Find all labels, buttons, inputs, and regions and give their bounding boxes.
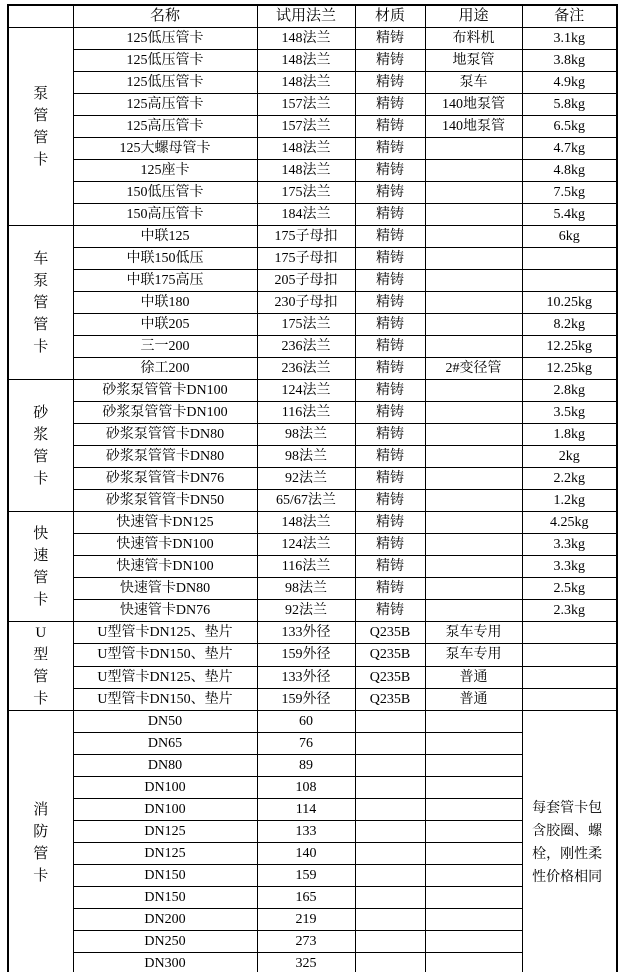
use-cell [425,380,522,402]
remark-cell: 6kg [522,226,617,248]
remark-cell: 12.25kg [522,336,617,358]
table-row [8,270,617,292]
remark-cell: 2.5kg [522,578,617,600]
name-cell: 中联150低压 [73,248,257,270]
use-cell [425,424,522,446]
material-cell [355,953,425,972]
table-row [8,556,617,578]
flange-cell: 159 [257,865,355,887]
material-cell [355,843,425,865]
use-cell: 泵车专用 [425,644,522,666]
table-row [8,94,617,116]
name-cell: DN125 [73,843,257,865]
header-category [8,5,73,28]
use-cell: 泵车 [425,72,522,94]
flange-cell: 108 [257,777,355,799]
material-cell: 精铸 [355,512,425,534]
use-cell [425,799,522,821]
name-cell: 砂浆泵管管卡DN76 [73,468,257,490]
material-cell: 精铸 [355,116,425,138]
use-cell: 泵车专用 [425,622,522,644]
use-cell [425,292,522,314]
table-row [8,534,617,556]
header-flange: 试用法兰 [257,5,355,28]
material-cell: 精铸 [355,292,425,314]
use-cell [425,843,522,865]
header-row [8,5,617,28]
material-cell [355,909,425,931]
use-cell [425,248,522,270]
flange-cell: 148法兰 [257,512,355,534]
name-cell: 125座卡 [73,160,257,182]
name-cell: DN250 [73,931,257,953]
table-row [8,512,617,534]
use-cell [425,865,522,887]
flange-cell: 133外径 [257,666,355,688]
use-cell [425,887,522,909]
flange-cell: 157法兰 [257,116,355,138]
flange-cell: 236法兰 [257,358,355,380]
flange-cell: 175子母扣 [257,226,355,248]
name-cell: 125高压管卡 [73,116,257,138]
name-cell: 125低压管卡 [73,50,257,72]
material-cell: 精铸 [355,446,425,468]
table-row [8,50,617,72]
use-cell [425,556,522,578]
flange-cell: 157法兰 [257,94,355,116]
flange-cell: 116法兰 [257,402,355,424]
header-name: 名称 [73,5,257,28]
material-cell: 精铸 [355,402,425,424]
use-cell [425,182,522,204]
use-cell [425,821,522,843]
remark-cell [522,644,617,666]
remark-cell: 4.8kg [522,160,617,182]
table-row [8,72,617,94]
material-cell: 精铸 [355,578,425,600]
flange-cell: 165 [257,887,355,909]
table-row [8,182,617,204]
remark-cell: 2.3kg [522,600,617,622]
name-cell: 150低压管卡 [73,182,257,204]
remark-cell: 2.2kg [522,468,617,490]
flange-cell: 148法兰 [257,50,355,72]
header-material: 材质 [355,5,425,28]
use-cell: 普通 [425,688,522,710]
remark-cell: 5.4kg [522,204,617,226]
use-cell [425,733,522,755]
remark-cell [522,622,617,644]
table-row [8,116,617,138]
table-row [8,314,617,336]
table-row [8,358,617,380]
remark-cell: 8.2kg [522,314,617,336]
flange-cell: 148法兰 [257,28,355,50]
remark-cell: 4.25kg [522,512,617,534]
material-cell [355,711,425,733]
name-cell: 中联175高压 [73,270,257,292]
name-cell: DN100 [73,799,257,821]
category-cell [8,28,73,226]
table-row [8,666,617,688]
name-cell: DN65 [73,733,257,755]
remark-cell: 3.1kg [522,28,617,50]
name-cell: 砂浆泵管管卡DN100 [73,402,257,424]
name-cell: DN150 [73,865,257,887]
material-cell [355,887,425,909]
name-cell: 125低压管卡 [73,28,257,50]
material-cell: 精铸 [355,468,425,490]
pipe-clamp-spec-table [7,4,618,972]
material-cell: Q235B [355,688,425,710]
name-cell: 砂浆泵管管卡DN80 [73,424,257,446]
flange-cell: 273 [257,931,355,953]
material-cell: 精铸 [355,600,425,622]
remark-cell [522,270,617,292]
material-cell: 精铸 [355,182,425,204]
use-cell [425,138,522,160]
use-cell [425,402,522,424]
material-cell: 精铸 [355,248,425,270]
material-cell [355,755,425,777]
flange-cell: 175子母扣 [257,248,355,270]
table-row [8,490,617,512]
material-cell: 精铸 [355,424,425,446]
use-cell [425,711,522,733]
material-cell: 精铸 [355,314,425,336]
flange-cell: 89 [257,755,355,777]
header-use: 用途 [425,5,522,28]
name-cell: U型管卡DN125、垫片 [73,622,257,644]
table-row [8,292,617,314]
note-text: 每套管卡包含胶圈、螺栓，刚性柔性价格相同 [532,800,603,885]
use-cell [425,931,522,953]
flange-cell: 92法兰 [257,468,355,490]
category-cell [8,512,73,622]
category-label: 砂浆管卡 [33,404,49,487]
material-cell [355,799,425,821]
flange-cell: 124法兰 [257,534,355,556]
material-cell: 精铸 [355,28,425,50]
table-row [8,424,617,446]
table-row [8,380,617,402]
table-row [8,204,617,226]
flange-cell: 175法兰 [257,182,355,204]
flange-cell: 133 [257,821,355,843]
name-cell: DN50 [73,711,257,733]
name-cell: 快速管卡DN125 [73,512,257,534]
material-cell: 精铸 [355,534,425,556]
remark-cell: 3.8kg [522,50,617,72]
remark-cell: 6.5kg [522,116,617,138]
material-cell: 精铸 [355,336,425,358]
material-cell: 精铸 [355,50,425,72]
remark-cell [522,248,617,270]
flange-cell: 65/67法兰 [257,490,355,512]
table-row [8,248,617,270]
flange-cell: 175法兰 [257,314,355,336]
use-cell [425,600,522,622]
note-cell [522,711,617,972]
remark-cell: 2.8kg [522,380,617,402]
flange-cell: 124法兰 [257,380,355,402]
use-cell [425,490,522,512]
name-cell: 快速管卡DN100 [73,556,257,578]
flange-cell: 236法兰 [257,336,355,358]
remark-cell: 12.25kg [522,358,617,380]
table-row [8,578,617,600]
table-row [8,644,617,666]
table-row [8,160,617,182]
use-cell: 普通 [425,666,522,688]
name-cell: 125低压管卡 [73,72,257,94]
table-row [8,402,617,424]
material-cell: Q235B [355,622,425,644]
name-cell: 快速管卡DN100 [73,534,257,556]
name-cell: DN125 [73,821,257,843]
material-cell [355,931,425,953]
flange-cell: 140 [257,843,355,865]
use-cell [425,160,522,182]
category-label: 车泵管管卡 [33,250,49,355]
flange-cell: 159外径 [257,644,355,666]
flange-cell: 98法兰 [257,578,355,600]
flange-cell: 114 [257,799,355,821]
name-cell: 125大螺母管卡 [73,138,257,160]
flange-cell: 148法兰 [257,72,355,94]
name-cell: 砂浆泵管管卡DN100 [73,380,257,402]
category-label: 消防管卡 [33,801,49,884]
flange-cell: 148法兰 [257,138,355,160]
name-cell: 125高压管卡 [73,94,257,116]
material-cell: 精铸 [355,358,425,380]
remark-cell: 4.7kg [522,138,617,160]
use-cell [425,534,522,556]
use-cell: 140地泵管 [425,94,522,116]
name-cell: 中联125 [73,226,257,248]
material-cell: Q235B [355,644,425,666]
name-cell: DN200 [73,909,257,931]
use-cell: 2#变径管 [425,358,522,380]
remark-cell [522,688,617,710]
material-cell [355,777,425,799]
use-cell [425,314,522,336]
table-row [8,446,617,468]
use-cell [425,468,522,490]
material-cell: 精铸 [355,226,425,248]
flange-cell: 219 [257,909,355,931]
use-cell [425,512,522,534]
material-cell: 精铸 [355,160,425,182]
remark-cell: 2kg [522,446,617,468]
use-cell: 地泵管 [425,50,522,72]
flange-cell: 148法兰 [257,160,355,182]
name-cell: 快速管卡DN80 [73,578,257,600]
table-row [8,138,617,160]
name-cell: 中联205 [73,314,257,336]
use-cell [425,755,522,777]
material-cell: 精铸 [355,94,425,116]
flange-cell: 116法兰 [257,556,355,578]
material-cell: 精铸 [355,204,425,226]
use-cell [425,336,522,358]
name-cell: 150高压管卡 [73,204,257,226]
material-cell: 精铸 [355,72,425,94]
remark-cell: 1.2kg [522,490,617,512]
flange-cell: 325 [257,953,355,972]
table-row [8,468,617,490]
name-cell: U型管卡DN150、垫片 [73,644,257,666]
category-cell [8,380,73,512]
material-cell: 精铸 [355,138,425,160]
material-cell [355,733,425,755]
remark-cell: 5.8kg [522,94,617,116]
flange-cell: 92法兰 [257,600,355,622]
remark-cell: 3.3kg [522,556,617,578]
table-row [8,28,617,50]
name-cell: DN80 [73,755,257,777]
table-row [8,622,617,644]
flange-cell: 98法兰 [257,424,355,446]
use-cell [425,578,522,600]
category-label: U型管卡 [33,625,49,707]
name-cell: U型管卡DN125、垫片 [73,666,257,688]
material-cell [355,821,425,843]
use-cell [425,204,522,226]
material-cell: 精铸 [355,380,425,402]
remark-cell [522,666,617,688]
table-row [8,711,617,733]
material-cell: Q235B [355,666,425,688]
name-cell: DN300 [73,953,257,972]
name-cell: 砂浆泵管管卡DN80 [73,446,257,468]
flange-cell: 76 [257,733,355,755]
name-cell: 快速管卡DN76 [73,600,257,622]
header-remark: 备注 [522,5,617,28]
remark-cell: 3.5kg [522,402,617,424]
use-cell: 布料机 [425,28,522,50]
use-cell [425,909,522,931]
material-cell: 精铸 [355,556,425,578]
remark-cell: 3.3kg [522,534,617,556]
flange-cell: 159外径 [257,688,355,710]
category-label: 快速管卡 [33,525,49,608]
use-cell [425,226,522,248]
remark-cell: 4.9kg [522,72,617,94]
use-cell [425,953,522,972]
remark-cell: 10.25kg [522,292,617,314]
flange-cell: 133外径 [257,622,355,644]
category-cell [8,226,73,380]
use-cell [425,446,522,468]
name-cell: U型管卡DN150、垫片 [73,688,257,710]
material-cell: 精铸 [355,490,425,512]
remark-cell: 1.8kg [522,424,617,446]
name-cell: 三一200 [73,336,257,358]
flange-cell: 205子母扣 [257,270,355,292]
name-cell: 中联180 [73,292,257,314]
table-body [8,28,617,972]
flange-cell: 184法兰 [257,204,355,226]
name-cell: 砂浆泵管管卡DN50 [73,490,257,512]
name-cell: DN100 [73,777,257,799]
name-cell: 徐工200 [73,358,257,380]
flange-cell: 230子母扣 [257,292,355,314]
use-cell [425,270,522,292]
table-row [8,336,617,358]
name-cell: DN150 [73,887,257,909]
flange-cell: 60 [257,711,355,733]
category-cell [8,711,73,972]
material-cell: 精铸 [355,270,425,292]
table-row [8,688,617,710]
material-cell [355,865,425,887]
use-cell [425,777,522,799]
use-cell: 140地泵管 [425,116,522,138]
flange-cell: 98法兰 [257,446,355,468]
remark-cell: 7.5kg [522,182,617,204]
category-cell [8,622,73,711]
table-row [8,226,617,248]
table-row [8,600,617,622]
category-label: 泵管管卡 [33,85,49,168]
